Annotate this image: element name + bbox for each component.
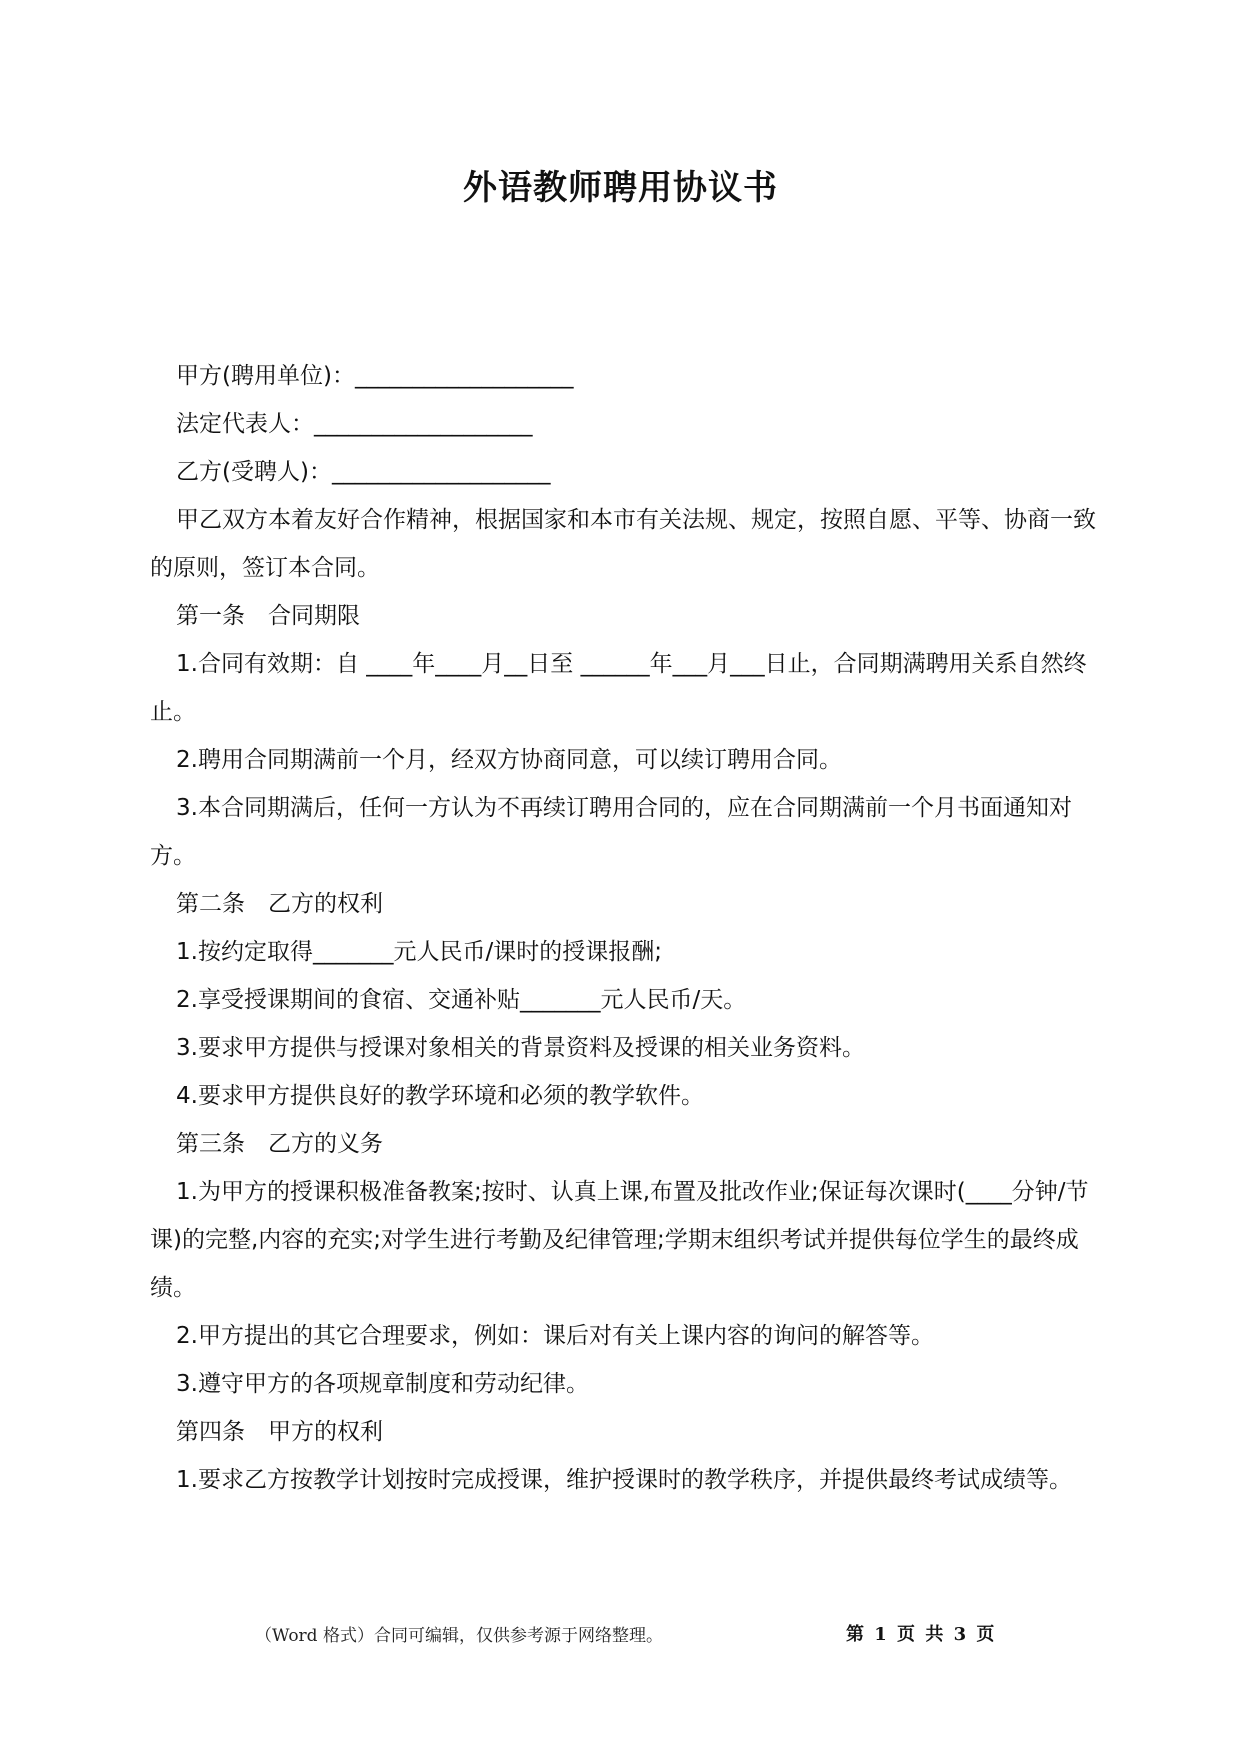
- party-b-line: 乙方(受聘人)：___________________: [176, 459, 551, 485]
- article-4-heading: 第四条 甲方的权利: [176, 1419, 383, 1445]
- article-3-item-2: 2.甲方提出的其它合理要求，例如：课后对有关上课内容的询问的解答等。: [176, 1323, 934, 1349]
- party-a-line: 甲方(聘用单位)：___________________: [176, 363, 574, 389]
- article-3-heading: 第三条 乙方的义务: [176, 1131, 383, 1157]
- page-number-indicator: 第 1 页 共 3 页: [846, 1624, 997, 1645]
- article-1-item-2: 2.聘用合同期满前一个月，经双方协商同意，可以续订聘用合同。: [176, 747, 842, 773]
- article-2-item-3: 3.要求甲方提供与授课对象相关的背景资料及授课的相关业务资料。: [176, 1035, 865, 1061]
- article-3-item-1: 1.为甲方的授课积极准备教案;按时、认真上课,布置及批改作业;保证每次课时(____分钟/节课)的完整,内容的充实;对学生进行考勤及纪律管理;学期末组织考试并提供每位学生的最终成绩。: [150, 1179, 1089, 1301]
- footer-note: （Word 格式）合同可编辑，仅供参考源于网络整理。: [255, 1626, 663, 1646]
- preamble-paragraph: 甲乙双方本着友好合作精神，根据国家和本市有关法规、规定，按照自愿、平等、协商一致的原则，签订本合同。: [150, 507, 1096, 581]
- legal-representative-line: 法定代表人：___________________: [176, 411, 533, 437]
- article-1-item-1: 1.合同有效期：自 ____年____月__日至 ______年___月___日止，合同期满聘用关系自然终止。: [150, 651, 1087, 725]
- article-1-item-3: 3.本合同期满后，任何一方认为不再续订聘用合同的，应在合同期满前一个月书面通知对方。: [150, 795, 1072, 869]
- article-2-item-1: 1.按约定取得_______元人民币/课时的授课报酬;: [176, 939, 662, 965]
- article-2-item-4: 4.要求甲方提供良好的教学环境和必须的教学软件。: [176, 1083, 704, 1109]
- article-3-item-3: 3.遵守甲方的各项规章制度和劳动纪律。: [176, 1371, 589, 1397]
- article-1-heading: 第一条 合同期限: [176, 603, 360, 629]
- article-2-heading: 第二条 乙方的权利: [176, 891, 383, 917]
- page-footer: [0, 1621, 1241, 1651]
- article-4-item-1: 1.要求乙方按教学计划按时完成授课，维护授课时的教学秩序，并提供最终考试成绩等。: [176, 1467, 1072, 1493]
- article-2-item-2: 2.享受授课期间的食宿、交通补贴_______元人民币/天。: [176, 987, 747, 1013]
- document-title: 外语教师聘用协议书: [463, 168, 778, 208]
- document-body: [150, 352, 1098, 1504]
